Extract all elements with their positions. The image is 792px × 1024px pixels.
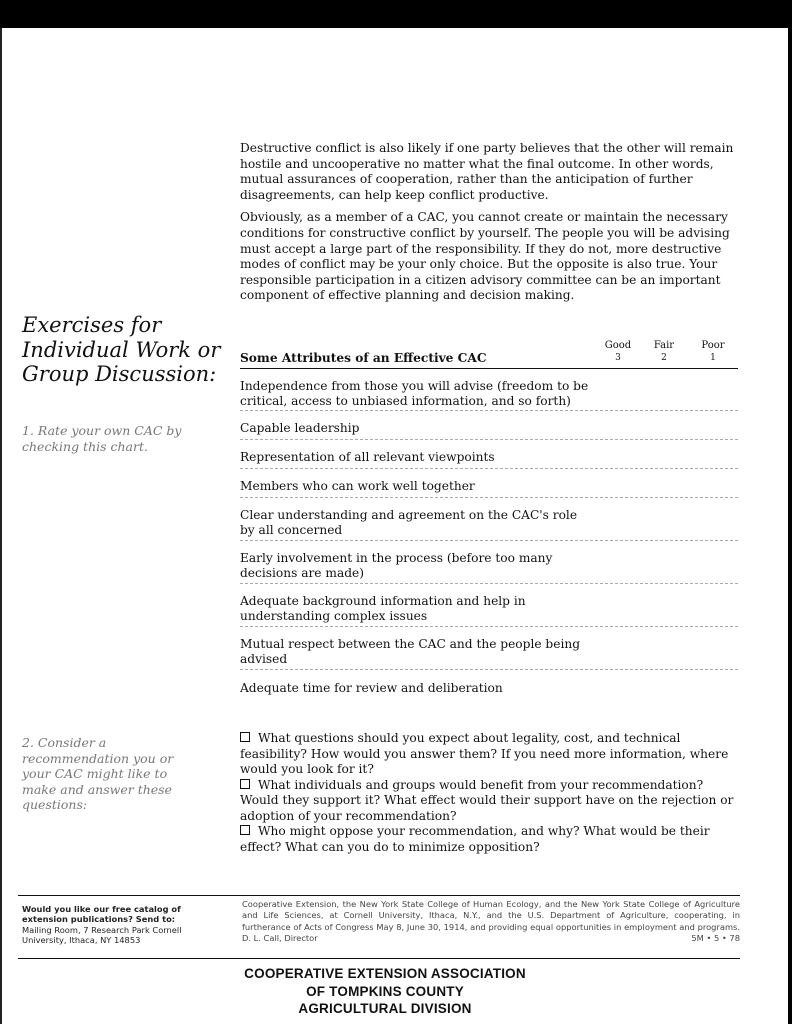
chart-row[interactable] (240, 469, 738, 498)
intro-text (240, 141, 740, 311)
attribute-label: Capable leadership (240, 421, 360, 435)
extension-statement (242, 899, 740, 945)
attribute-label: Independence from those you will advise (freedom to be critical, access to unbiased information, and so forth) (240, 379, 589, 408)
attribute-label: Early involvement in the process (before too many decisions are made) (240, 551, 553, 580)
exercise-note-2: 2. Consider a recommendation you or your CAC might like to make and answer these questions: (22, 735, 174, 812)
chart-row[interactable] (240, 670, 738, 698)
chart-row[interactable] (240, 498, 738, 541)
scan-top-border (0, 0, 792, 28)
checkbox-icon[interactable] (240, 825, 250, 835)
rating-value: 1 (710, 353, 716, 363)
rating-value: 2 (661, 353, 667, 363)
scan-left-edge (0, 28, 2, 1024)
rating-label: Poor (701, 340, 725, 351)
question-item (240, 731, 745, 778)
intro-paragraph-1: Destructive conflict is also likely if one party believes that the other will remain hostile and uncooperative no matter what the final outcome. In other words, mutual assurances of cooperation, rather than the anticipation of further disagreements, can help keep conflict productive. (240, 141, 734, 202)
catalog-address: Mailing Room, 7 Research Park Cornell University, Ithaca, NY 14853 (22, 924, 182, 946)
checkbox-icon[interactable] (240, 732, 250, 742)
question-text: Who might oppose your recommendation, and why? What would be their effect? What can you do to minimize opposition? (240, 824, 710, 854)
footer-divider-bottom (18, 958, 740, 959)
attribute-label: Members who can work well together (240, 479, 475, 493)
extension-text: Cooperative Extension, the New York State College of Human Ecology, and the New York State College of Agriculture and Life Sciences, at Cornell University, Ithaca, N.Y., and the U.S. Department of Agriculture, cooperating, in furtherance of Acts of Congress May 8, June 30, 1914, and providing equal opportunities in employment and programs. D. L. Call, Director (242, 899, 740, 944)
scan-right-edge (788, 28, 792, 1024)
rating-poor-column (693, 340, 733, 364)
stamp-line-2: OF TOMPKINS COUNTY (306, 983, 464, 999)
catalog-offer (22, 904, 222, 946)
exercise-note-1: 1. Rate your own CAC by checking this chart. (22, 423, 182, 454)
chart-row[interactable] (240, 369, 738, 411)
attribute-label: Clear understanding and agreement on the CAC's role by all concerned (240, 508, 578, 537)
stamp-line-3: AGRICULTURAL DIVISION (298, 1001, 472, 1016)
catalog-heading: Would you like our free catalog of extension publications? Send to: (22, 904, 181, 925)
footer-divider-top (18, 895, 740, 896)
chart-row[interactable] (240, 440, 738, 469)
question-text: What individuals and groups would benefit from your recommendation? Would they support it? What effect would their support have on the rejection or adoption of your recommendation? (240, 777, 734, 823)
rating-fair-column (644, 340, 684, 364)
checkbox-icon[interactable] (240, 779, 250, 789)
chart-row[interactable] (240, 541, 738, 584)
rating-label: Good (604, 340, 632, 351)
chart-row[interactable] (240, 411, 738, 440)
attribute-label: Adequate time for review and deliberation (240, 681, 503, 695)
chart-header (240, 338, 738, 369)
exercises-heading: Exercises for Individual Work or Group Discussion: (22, 313, 221, 386)
intro-paragraph-2: Obviously, as a member of a CAC, you cannot create or maintain the necessary conditions for constructive conflict by yourself. The people you will be advising must accept a large part of the responsibility. If they do not, more destructive modes of conflict may be your only choice. But the opposite is also true. Your responsible participation in a citizen advisory committee can be an important component of effective planning and decision making. (240, 210, 730, 303)
attributes-chart (240, 338, 738, 698)
question-item (240, 778, 745, 825)
chart-row[interactable] (240, 627, 738, 670)
rating-value: 3 (615, 353, 621, 363)
rating-good-column (598, 340, 638, 364)
stamp-line-1: COOPERATIVE EXTENSION ASSOCIATION (244, 966, 526, 981)
chart-title: Some Attributes of an Effective CAC (240, 351, 487, 365)
question-item (240, 824, 745, 855)
attribute-label: Mutual respect between the CAC and the people being advised (240, 637, 580, 666)
print-code: 5M • 5 • 78 (691, 933, 740, 944)
rating-label: Fair (653, 340, 675, 351)
association-stamp (240, 965, 530, 1018)
attribute-label: Adequate background information and help in understanding complex issues (240, 594, 526, 623)
questions-list (240, 731, 745, 855)
question-text: What questions should you expect about legality, cost, and technical feasibility? How would you answer them? If you need more information, where would you look for it? (240, 731, 729, 776)
chart-row[interactable] (240, 584, 738, 627)
attribute-label: Representation of all relevant viewpoints (240, 450, 495, 464)
